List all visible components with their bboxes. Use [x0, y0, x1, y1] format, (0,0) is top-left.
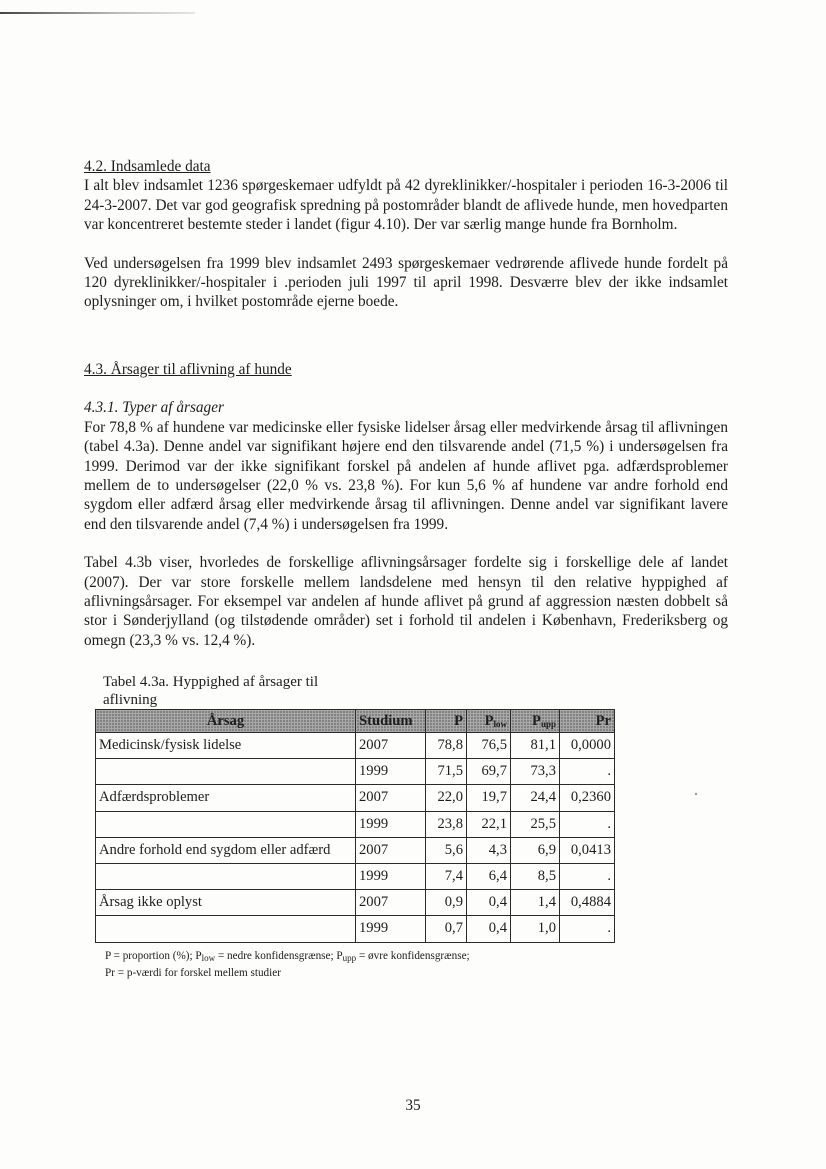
cell-study: 1999: [356, 863, 426, 889]
scan-speck: [695, 793, 697, 795]
cell-pupp: 25,5: [511, 811, 560, 837]
cell-study: 1999: [356, 811, 426, 837]
cell-pr: .: [560, 759, 615, 785]
table-row: [96, 785, 615, 811]
cell-plow: 6,4: [467, 863, 511, 889]
cell-pr: 0,4884: [560, 890, 615, 916]
paragraph: Tabel 4.3b viser, hvorledes de forskellige aflivningsårsager fordelte sig i forskellige dele af landet (2007). Der var store forskelle mellem landsdelene med hensyn til den relative hyppighed af aflivningsårsager. For eksempel var andelen af hunde aflivet på grund af aggression næsten dobbelt så stor i Sønderjylland (og tilstødende områder) set i forhold til andelen i København, Frederiksberg og omegn (23,3 % vs. 12,4 %).: [84, 554, 728, 649]
cell-pr: .: [560, 916, 615, 942]
paragraph: Ved undersøgelsen fra 1999 blev indsamlet 2493 spørgeskemaer vedrørende aflivede hunde fordelt på 120 dyreklinikker/-hospitaler i .perioden juli 1997 til april 1998. Desværre blev der ikke indsamlet oplysninger om, i hvilket postområde ejerne boede.: [84, 254, 728, 311]
causes-table: [95, 709, 615, 943]
header-study: Studium: [356, 710, 426, 733]
table-row: [96, 890, 615, 916]
cell-cause: [96, 759, 356, 785]
header-cause: Årsag: [96, 710, 356, 733]
table-row: [96, 863, 615, 889]
cell-pupp: 1,4: [511, 890, 560, 916]
cell-pr: .: [560, 811, 615, 837]
cell-study: 2007: [356, 837, 426, 863]
cell-plow: 69,7: [467, 759, 511, 785]
cell-pupp: 6,9: [511, 837, 560, 863]
cell-p: 22,0: [426, 785, 467, 811]
paragraph: For 78,8 % af hundene var medicinske eller fysiske lidelser årsag eller medvirkende årsag til aflivningen (tabel 4.3a). Denne andel var signifikant højere end den tilsvarende andel (71,5 %) i undersøgelsen fra 1999. Derimod var der ikke signifikant forskel på andelen af hunde aflivet pga. adfærdsproblemer mellem de to undersøgelser (22,0 % vs. 23,8 %). For kun 5,6 % af hundene var andre forhold end sygdom eller adfærd årsag eller medvirkende årsag til aflivningen. Denne andel var signifikant lavere end den tilsvarende andel (7,4 %) i undersøgelsen fra 1999.: [84, 418, 728, 533]
cell-pr: 0,0000: [560, 733, 615, 759]
cell-cause: Adfærdsproblemer: [96, 785, 356, 811]
header-plow: $P_{low}$: [467, 710, 511, 733]
table-row: [96, 759, 615, 785]
cell-study: 2007: [356, 890, 426, 916]
table-caption: Tabel 4.3a. Hyppighed af årsager til aflivning: [103, 674, 319, 708]
cell-study: 2007: [356, 733, 426, 759]
cell-p: 71,5: [426, 759, 467, 785]
header-p: P: [426, 710, 467, 733]
cell-study: 1999: [356, 759, 426, 785]
cell-p: 0,9: [426, 890, 467, 916]
scan-artifact-line: [0, 12, 195, 14]
section-heading-4-3: 4.3. Årsager til aflivning af hunde: [84, 361, 292, 378]
cell-pr: .: [560, 863, 615, 889]
cell-p: 7,4: [426, 863, 467, 889]
table-header-row: [96, 710, 615, 733]
cell-p: 5,6: [426, 837, 467, 863]
cell-p: 78,8: [426, 733, 467, 759]
table-row: [96, 733, 615, 759]
subsection-heading-4-3-1: 4.3.1. Typer af årsager: [84, 399, 224, 417]
cell-plow: 0,4: [467, 890, 511, 916]
cell-pupp: 24,4: [511, 785, 560, 811]
cell-p: 0,7: [426, 916, 467, 942]
cell-plow: 0,4: [467, 916, 511, 942]
table-body: [96, 733, 615, 943]
cell-study: 1999: [356, 916, 426, 942]
section-heading-4-2: 4.2. Indsamlede data: [84, 158, 211, 175]
section-4-2: [84, 157, 728, 312]
cell-plow: 22,1: [467, 811, 511, 837]
paragraph: I alt blev indsamlet 1236 spørgeskemaer udfyldt på 42 dyreklinikker/-hospitaler i perioden 16-3-2006 til 24-3-2007. Det var god geografisk spredning på postområder blandt de aflivede hunde, men hovedparten var koncentreret bestemte steder i landet (figur 4.10). Der var særlig mange hunde fra Bornholm.: [84, 177, 728, 234]
cell-cause: Årsag ikke oplyst: [96, 890, 356, 916]
cell-pupp: 81,1: [511, 733, 560, 759]
cell-pupp: 73,3: [511, 759, 560, 785]
cell-p: 23,8: [426, 811, 467, 837]
footnote-line-2: Pr = p-værdi for forskel mellem studier: [105, 966, 281, 979]
page-number: 35: [405, 1097, 421, 1114]
cell-cause: [96, 811, 356, 837]
cell-plow: 76,5: [467, 733, 511, 759]
footnote-line-1: P = proportion (%); $P_{low}$ = nedre konfidensgrænse; $P_{upp}$ = øvre konfidensgrænse;: [105, 950, 470, 963]
cell-plow: 19,7: [467, 785, 511, 811]
table-row: [96, 916, 615, 942]
header-pr: Pr: [560, 710, 615, 733]
cell-pupp: 8,5: [511, 863, 560, 889]
table-row: [96, 837, 615, 863]
cell-pupp: 1,0: [511, 916, 560, 942]
table-row: [96, 811, 615, 837]
cell-cause: Medicinsk/fysisk lidelse: [96, 733, 356, 759]
table-footnote: [105, 949, 625, 980]
header-pupp: $P_{upp}$: [511, 710, 560, 733]
cell-pr: 0,0413: [560, 837, 615, 863]
cell-study: 2007: [356, 785, 426, 811]
section-4-3: [84, 360, 728, 650]
cell-pr: 0,2360: [560, 785, 615, 811]
cell-cause: [96, 863, 356, 889]
cell-cause: Andre forhold end sygdom eller adfærd: [96, 837, 356, 863]
cell-plow: 4,3: [467, 837, 511, 863]
cell-cause: [96, 916, 356, 942]
